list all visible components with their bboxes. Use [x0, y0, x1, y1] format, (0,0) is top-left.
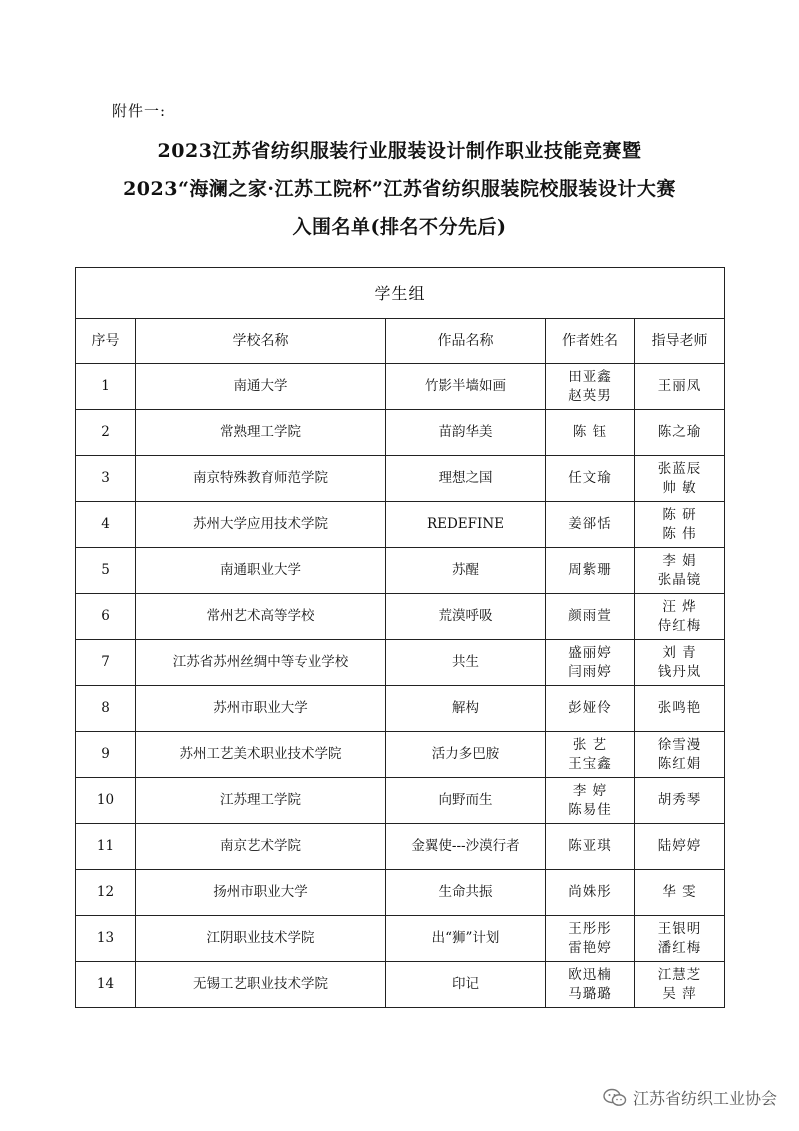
cell-school: 常州艺术高等学校: [136, 594, 386, 640]
advisor-name: 吴 萍: [662, 985, 697, 1002]
cell-authors: [546, 732, 635, 778]
cell-authors: [546, 364, 635, 410]
cell-index: 12: [76, 870, 136, 916]
cell-school: 南京特殊教育师范学院: [136, 456, 386, 502]
author-name: 王彤彤: [568, 920, 612, 937]
cell-authors: [546, 870, 635, 916]
advisor-name: 张鸣艳: [657, 700, 702, 716]
table-row: [76, 870, 725, 916]
attachment-label: 附件一:: [112, 102, 167, 120]
cell-work: 竹影半墙如画: [386, 364, 546, 410]
cell-index: 10: [76, 778, 136, 824]
table-row: [76, 364, 725, 410]
advisor-name: 钱丹岚: [657, 663, 702, 680]
cell-authors: [546, 962, 635, 1008]
cell-advisors: [635, 732, 725, 778]
watermark-text: 江苏省纺织工业协会: [632, 1089, 777, 1108]
advisor-name: 江慧芝: [657, 966, 702, 983]
cell-school: 扬州市职业大学: [136, 870, 386, 916]
cell-school: 无锡工艺职业技术学院: [136, 962, 386, 1008]
author-name: 盛丽婷: [568, 644, 612, 661]
cell-advisors: [635, 502, 725, 548]
cell-authors: [546, 410, 635, 456]
author-name: 张 艺: [572, 736, 608, 753]
cell-work: 印记: [386, 962, 546, 1008]
author-name: 任文瑜: [568, 470, 612, 486]
wechat-icon: [603, 1088, 627, 1108]
title-line-1: 2023江苏省纺织服装行业服装设计制作职业技能竞赛暨: [157, 140, 642, 162]
cell-advisors: [635, 962, 725, 1008]
cell-authors: [546, 502, 635, 548]
author-name: 颜雨萱: [568, 608, 612, 624]
cell-authors: [546, 640, 635, 686]
cell-advisors: [635, 916, 725, 962]
author-name: 马璐璐: [568, 985, 612, 1002]
cell-work: 生命共振: [386, 870, 546, 916]
cell-advisors: [635, 456, 725, 502]
cell-work: 出“狮”计划: [386, 916, 546, 962]
author-name: 王宝鑫: [568, 755, 612, 772]
cell-index: 2: [76, 410, 136, 456]
cell-advisors: [635, 364, 725, 410]
cell-work: REDEFINE: [386, 502, 546, 548]
author-name: 彭娅伶: [568, 700, 612, 716]
advisor-name: 汪 烨: [662, 598, 697, 615]
table-row: [76, 456, 725, 502]
author-name: 周紫珊: [568, 562, 612, 578]
cell-work: 金翼使---沙漠行者: [386, 824, 546, 870]
cell-work: 理想之国: [386, 456, 546, 502]
cell-school: 江阴职业技术学院: [136, 916, 386, 962]
cell-index: 14: [76, 962, 136, 1008]
cell-index: 9: [76, 732, 136, 778]
cell-work: 解构: [386, 686, 546, 732]
advisor-name: 陈 研: [662, 506, 697, 523]
advisor-name: 潘红梅: [657, 939, 702, 956]
cell-advisors: [635, 594, 725, 640]
table-row: [76, 594, 725, 640]
cell-index: 6: [76, 594, 136, 640]
cell-work: 荒漠呼吸: [386, 594, 546, 640]
cell-advisors: [635, 870, 725, 916]
advisor-name: 张晶镜: [657, 571, 702, 588]
cell-school: 苏州市职业大学: [136, 686, 386, 732]
advisor-name: 张蓝辰: [657, 460, 702, 477]
title-line-3: 入围名单(排名不分先后): [292, 216, 507, 238]
cell-advisors: [635, 778, 725, 824]
group-header-row: [76, 268, 725, 319]
cell-index: 7: [76, 640, 136, 686]
cell-school: 江苏理工学院: [136, 778, 386, 824]
cell-work: 苏醒: [386, 548, 546, 594]
cell-advisors: [635, 548, 725, 594]
cell-index: 5: [76, 548, 136, 594]
advisor-name: 李 娟: [662, 552, 697, 569]
table-row: [76, 640, 725, 686]
cell-authors: [546, 824, 635, 870]
cell-school: 苏州大学应用技术学院: [136, 502, 386, 548]
header-authors: 作者姓名: [546, 319, 635, 364]
cell-advisors: [635, 824, 725, 870]
table-row: [76, 916, 725, 962]
header-advisors: 指导老师: [635, 319, 725, 364]
author-name: 陈易佳: [568, 801, 612, 818]
group-title: 学生组: [76, 268, 725, 319]
watermark: [603, 1086, 777, 1109]
advisor-name: 刘 青: [662, 644, 697, 661]
table-row: [76, 548, 725, 594]
cell-advisors: [635, 686, 725, 732]
advisor-name: 徐雪漫: [657, 736, 702, 753]
table-body: [76, 364, 725, 1008]
cell-authors: [546, 686, 635, 732]
cell-index: 13: [76, 916, 136, 962]
advisor-name: 陆婷婷: [657, 838, 702, 854]
author-name: 雷艳婷: [568, 939, 612, 956]
cell-school: 苏州工艺美术职业技术学院: [136, 732, 386, 778]
table-row: [76, 962, 725, 1008]
author-name: 陈亚琪: [568, 838, 612, 854]
finalist-table: [75, 267, 725, 1008]
cell-school: 江苏省苏州丝绸中等专业学校: [136, 640, 386, 686]
table-row: [76, 410, 725, 456]
header-school: 学校名称: [136, 319, 386, 364]
author-name: 李 婷: [572, 782, 608, 799]
author-name: 闫雨婷: [568, 663, 612, 680]
advisor-name: 王丽凤: [657, 378, 702, 394]
cell-advisors: [635, 640, 725, 686]
cell-index: 1: [76, 364, 136, 410]
author-name: 陈 钰: [572, 424, 608, 440]
advisor-name: 胡秀琴: [657, 792, 702, 808]
author-name: 田亚鑫: [568, 368, 612, 385]
author-name: 赵英男: [568, 387, 612, 404]
author-name: 姜郤恬: [568, 516, 612, 532]
cell-authors: [546, 916, 635, 962]
cell-work: 向野而生: [386, 778, 546, 824]
header-index: 序号: [76, 319, 136, 364]
cell-school: 南通职业大学: [136, 548, 386, 594]
table-row: [76, 824, 725, 870]
cell-index: 8: [76, 686, 136, 732]
advisor-name: 陈之瑜: [657, 424, 702, 440]
cell-index: 4: [76, 502, 136, 548]
column-header-row: [76, 319, 725, 364]
advisor-name: 陈 伟: [662, 525, 697, 542]
cell-index: 11: [76, 824, 136, 870]
advisor-name: 陈红娟: [657, 755, 702, 772]
author-name: 尚姝彤: [568, 884, 612, 900]
cell-school: 南京艺术学院: [136, 824, 386, 870]
advisor-name: 侍红梅: [657, 617, 702, 634]
cell-school: 常熟理工学院: [136, 410, 386, 456]
advisor-name: 帅 敏: [662, 479, 697, 496]
cell-work: 苗韵华美: [386, 410, 546, 456]
table-row: [76, 732, 725, 778]
cell-authors: [546, 778, 635, 824]
table-row: [76, 778, 725, 824]
cell-authors: [546, 594, 635, 640]
table-row: [76, 686, 725, 732]
cell-authors: [546, 548, 635, 594]
header-work: 作品名称: [386, 319, 546, 364]
cell-work: 活力多巴胺: [386, 732, 546, 778]
cell-index: 3: [76, 456, 136, 502]
table-row: [76, 502, 725, 548]
cell-authors: [546, 456, 635, 502]
cell-advisors: [635, 410, 725, 456]
title-line-2: 2023“海澜之家·江苏工院杯”江苏省纺织服装院校服装设计大赛: [123, 178, 676, 200]
cell-school: 南通大学: [136, 364, 386, 410]
author-name: 欧迅楠: [568, 966, 612, 983]
advisor-name: 华 雯: [662, 884, 697, 900]
advisor-name: 王银明: [657, 920, 702, 937]
cell-work: 共生: [386, 640, 546, 686]
